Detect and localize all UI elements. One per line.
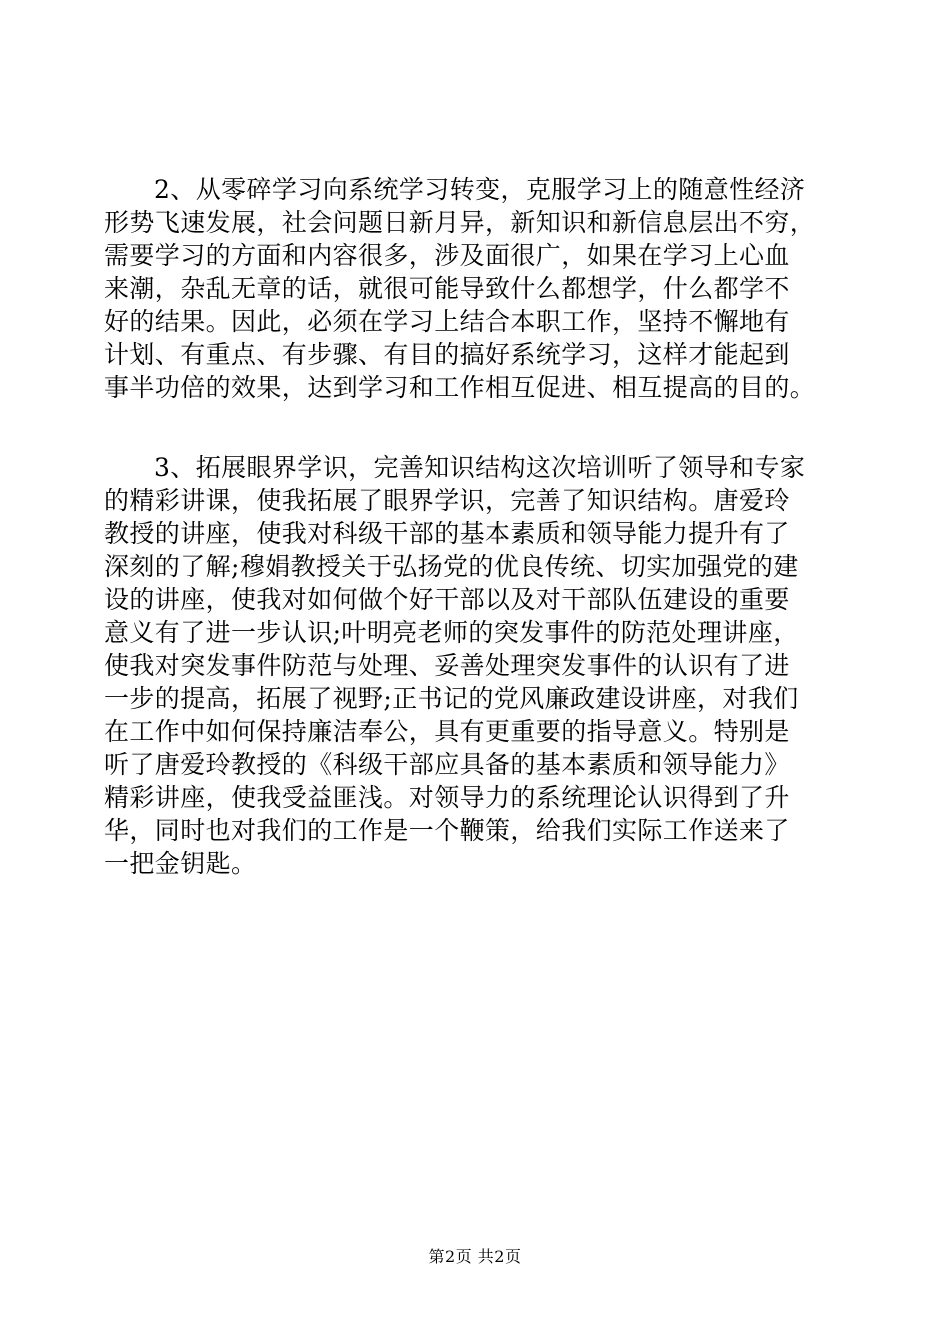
text-line: 使我对突发事件防范与处理、妥善处理突发事件的认识有了进 bbox=[104, 651, 790, 680]
text-line: 事半功倍的效果，达到学习和工作相互促进、相互提高的目的。 bbox=[104, 373, 816, 402]
text-line: 意义有了进一步认识;叶明亮老师的突发事件的防范处理讲座， bbox=[104, 618, 799, 647]
text-line: 深刻的了解;穆娟教授关于弘扬党的优良传统、切实加强党的建 bbox=[104, 552, 799, 581]
text-line: 2、从零碎学习向系统学习转变，克服学习上的随意性经济 bbox=[154, 175, 806, 204]
text-line: 计划、有重点、有步骤、有目的搞好系统学习，这样才能起到 bbox=[104, 340, 790, 369]
text-line: 需要学习的方面和内容很多，涉及面很广，如果在学习上心血 bbox=[104, 241, 790, 270]
text-line: 一步的提高，拓展了视野;正书记的党风廉政建设讲座，对我们 bbox=[104, 684, 799, 713]
text-line: 听了唐爱玲教授的《科级干部应具备的基本素质和领导能力》 bbox=[104, 750, 790, 779]
text-line: 形势飞速发展，社会问题日新月异，新知识和新信息层出不穷， bbox=[104, 208, 816, 237]
text-line: 教授的讲座，使我对科级干部的基本素质和领导能力提升有了 bbox=[104, 519, 790, 548]
text-line: 华，同时也对我们的工作是一个鞭策，给我们实际工作送来了 bbox=[104, 816, 790, 845]
page-footer: 第2页 共2页 bbox=[428, 1247, 522, 1266]
text-line: 好的结果。因此，必须在学习上结合本职工作，坚持不懈地有 bbox=[104, 307, 790, 336]
text-line: 在工作中如何保持廉洁奉公，具有更重要的指导意义。特别是 bbox=[104, 717, 790, 746]
text-line: 一把金钥匙。 bbox=[104, 849, 257, 878]
text-line: 精彩讲座，使我受益匪浅。对领导力的系统理论认识得到了升 bbox=[104, 783, 790, 812]
text-line: 的精彩讲课，使我拓展了眼界学识，完善了知识结构。唐爱玲 bbox=[104, 486, 790, 515]
text-line: 来潮，杂乱无章的话，就很可能导致什么都想学，什么都学不 bbox=[104, 274, 790, 303]
text-line: 设的讲座，使我对如何做个好干部以及对干部队伍建设的重要 bbox=[104, 585, 790, 614]
text-line: 3、拓展眼界学识，完善知识结构这次培训听了领导和专家 bbox=[154, 453, 806, 482]
